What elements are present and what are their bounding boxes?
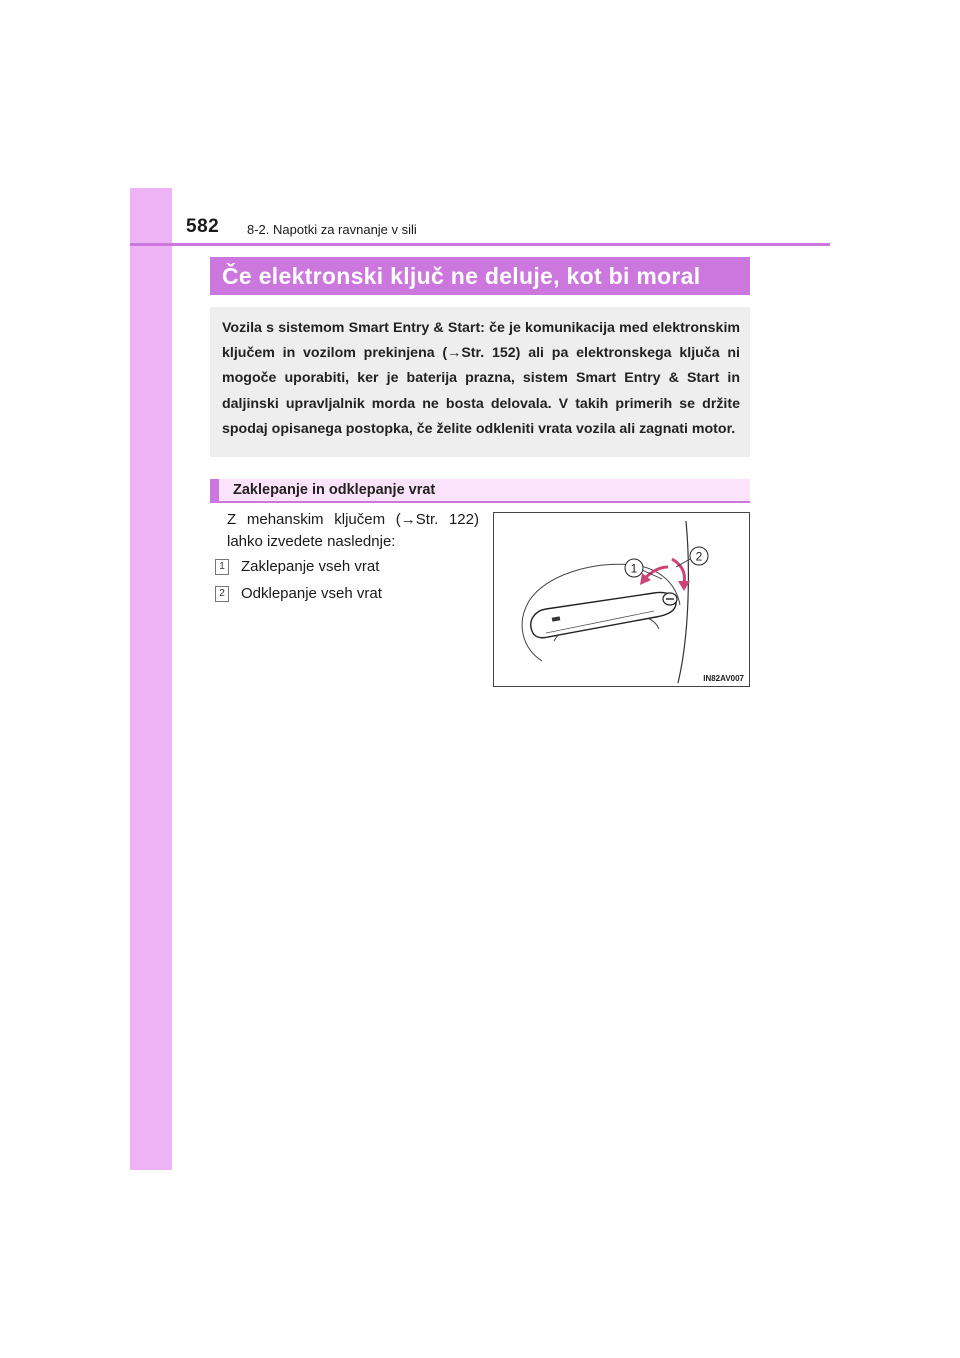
section-reference: 8-2. Napotki za ravnanje v sili: [247, 222, 417, 237]
body-text: Z mehanskim ključem (→Str. 122) lahko izvedete naslednje:: [227, 511, 479, 550]
page-number: 582: [186, 216, 220, 237]
step-label: Zaklepanje vseh vrat: [241, 558, 380, 575]
step-item-lock: [215, 558, 379, 575]
unlock-arrow: [672, 559, 685, 583]
page-title: Če elektronski ključ ne deluje, kot bi moral: [210, 257, 750, 295]
door-handle-illustration: [493, 512, 750, 687]
subsection-title: Zaklepanje in odklepanje vrat: [233, 482, 436, 498]
step-number: 1: [215, 559, 229, 575]
header-rule: [130, 243, 830, 246]
door-handle-drawing: [494, 513, 751, 688]
callout-2: 2: [695, 549, 703, 564]
figure-code: IN82AV007: [703, 674, 744, 683]
intro-text: Vozila s sistemom Smart Entry & Start: če je komunikacija med elektronskim ključem in vozilom prekinjena (→Str. 152) ali pa elektronskega ključa ni mogoče uporabiti, ker je baterija prazna, sistem Smart Entry & Start in daljinski upravljalnik morda ne bosta delovala. V takih primerih se držite spodaj opisanega postopka, če želite odkleniti vrata vozila ali zagnati motor.: [222, 320, 740, 437]
intro-box: [210, 307, 750, 457]
step-number: 2: [215, 586, 229, 602]
handle-body: [531, 592, 676, 637]
step-item-unlock: [215, 585, 382, 602]
subsection-heading: [210, 479, 750, 503]
step-label: Odklepanje vseh vrat: [241, 585, 382, 602]
callout-1: 1: [630, 561, 638, 576]
side-tab-band: [130, 188, 172, 1170]
